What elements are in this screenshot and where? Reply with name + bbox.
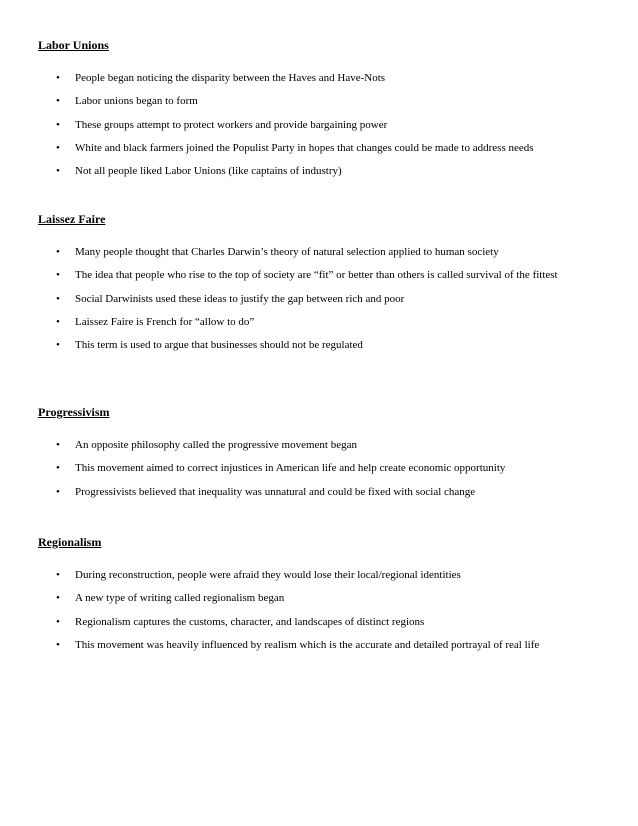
bullet-list (38, 564, 608, 657)
bullet-icon: • (56, 165, 60, 178)
bullet-icon: • (56, 592, 60, 605)
list-item: • Many people thought that Charles Darwin’s theory of natural selection applied to human society (38, 241, 608, 264)
section-heading: Progressivism (38, 405, 110, 419)
list-item: • People began noticing the disparity between the Haves and Have-Nots (38, 67, 608, 90)
list-item: • Social Darwinists used these ideas to justify the gap between rich and poor (38, 288, 608, 311)
bullet-icon: • (56, 485, 60, 498)
section-heading: Laissez Faire (38, 212, 106, 226)
section-heading: Labor Unions (38, 38, 109, 52)
list-item: • Labor unions began to form (38, 90, 608, 113)
bullet-icon: • (56, 615, 60, 628)
list-item: • During reconstruction, people were afraid they would lose their local/regional identities (38, 564, 608, 587)
list-item: • This movement was heavily influenced by realism which is the accurate and detailed portrayal of real life (38, 634, 608, 657)
section-heading: Regionalism (38, 535, 102, 549)
bullet-icon: • (56, 315, 60, 328)
bullet-icon: • (56, 439, 60, 451)
list-item: • These groups attempt to protect workers and provide bargaining power (38, 114, 608, 137)
list-item: • An opposite philosophy called the progressive movement began (38, 434, 608, 457)
list-item: • The idea that people who rise to the top of society are “fit” or better than others is called survival of the fittest (38, 264, 608, 287)
bullet-icon: • (56, 72, 60, 84)
section-laissez-faire (38, 212, 608, 357)
bullet-icon: • (56, 339, 60, 352)
list-item: • Laissez Faire is French for “allow to do” (38, 311, 608, 334)
bullet-icon: • (56, 638, 60, 651)
bullet-icon: • (56, 292, 60, 305)
bullet-icon: • (56, 95, 60, 108)
list-item: • Regionalism captures the customs, character, and landscapes of distinct regions (38, 611, 608, 634)
bullet-icon: • (56, 118, 60, 131)
section-regionalism (38, 535, 608, 657)
bullet-list (38, 67, 608, 183)
list-item: • This movement aimed to correct injustices in American life and help create economic opportunity (38, 457, 608, 480)
section-progressivism (38, 405, 608, 504)
list-item: • This term is used to argue that businesses should not be regulated (38, 334, 608, 357)
bullet-icon: • (56, 569, 60, 581)
list-item: • Progressivists believed that inequality was unnatural and could be fixed with social change (38, 481, 608, 504)
section-labor-unions (38, 38, 608, 183)
bullet-icon: • (56, 246, 60, 258)
bullet-icon: • (56, 462, 60, 475)
list-item: • White and black farmers joined the Populist Party in hopes that changes could be made to address needs (38, 137, 608, 160)
list-item: • Not all people liked Labor Unions (like captains of industry) (38, 160, 608, 183)
bullet-icon: • (56, 141, 60, 154)
bullet-list (38, 241, 608, 357)
list-item: • A new type of writing called regionalism began (38, 587, 608, 610)
bullet-list (38, 434, 608, 504)
bullet-icon: • (56, 269, 60, 282)
